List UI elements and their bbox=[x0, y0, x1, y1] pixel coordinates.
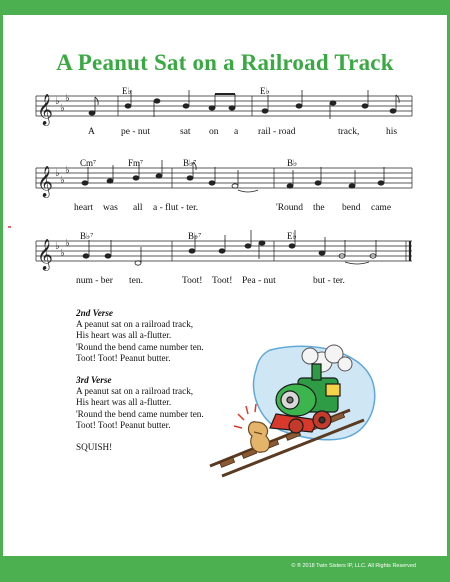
lyric: rail - road bbox=[258, 127, 296, 137]
svg-text:♭: ♭ bbox=[65, 93, 70, 104]
chord: Cm⁷ bbox=[80, 158, 97, 168]
svg-text:♭: ♭ bbox=[60, 103, 65, 114]
verses bbox=[76, 308, 204, 453]
verse-line: A peanut sat on a railroad track, bbox=[76, 386, 194, 397]
chord: B♭⁷ bbox=[188, 231, 202, 241]
lyric: bend bbox=[342, 203, 361, 213]
verse-line: His heart was all a-flutter. bbox=[76, 330, 172, 341]
chord: B♭ bbox=[287, 158, 298, 168]
svg-text:♭: ♭ bbox=[60, 175, 65, 186]
svg-text:♭: ♭ bbox=[55, 168, 60, 179]
lyric: a bbox=[234, 127, 239, 137]
verse-line: 'Round the bend came number ten. bbox=[76, 408, 204, 419]
svg-text:♭: ♭ bbox=[60, 248, 65, 259]
lyric: but - ter. bbox=[313, 276, 345, 286]
lyric: Toot! bbox=[182, 276, 203, 286]
lyric: a - flut - ter. bbox=[153, 203, 199, 213]
peanut-icon bbox=[249, 422, 270, 452]
verse-line: His heart was all a-flutter. bbox=[76, 397, 172, 408]
chord: E♭ bbox=[287, 231, 297, 241]
verse-heading: 2nd Verse bbox=[76, 308, 114, 318]
chord: B♭⁷ bbox=[80, 231, 94, 241]
lyric: came bbox=[371, 203, 392, 213]
lyric: was bbox=[103, 203, 118, 213]
train-illustration bbox=[200, 340, 380, 480]
verse-line: 'Round the bend came number ten. bbox=[76, 341, 204, 352]
treble-clef-icon: 𝄞 bbox=[37, 166, 53, 197]
verse-line: A peanut sat on a railroad track, bbox=[76, 319, 194, 330]
svg-text:♭: ♭ bbox=[65, 238, 70, 249]
bottom-border bbox=[0, 556, 450, 582]
lyric: ten. bbox=[129, 276, 143, 286]
verse-heading: 3rd Verse bbox=[76, 375, 112, 386]
page-title: A Peanut Sat on a Railroad Track bbox=[56, 50, 394, 75]
lyric: on bbox=[209, 127, 219, 137]
lyric: his bbox=[386, 127, 398, 137]
svg-text:♭: ♭ bbox=[55, 96, 60, 107]
lyric: Pea - nut bbox=[242, 276, 276, 286]
lyric: sat bbox=[180, 127, 191, 137]
copyright-notice: © ® 2018 Twin Sisters IP, LLC. All Rights Reserved bbox=[291, 563, 416, 569]
chord: E♭ bbox=[122, 86, 132, 96]
lyric: all bbox=[133, 203, 143, 213]
ending-text: SQUISH! bbox=[76, 442, 113, 453]
chord: Fm⁷ bbox=[128, 158, 144, 168]
lyric: Toot! bbox=[212, 276, 233, 286]
staff-2 bbox=[36, 168, 412, 188]
lyric: 'Round bbox=[276, 203, 304, 213]
lyric: track, bbox=[338, 127, 360, 137]
lyric: A bbox=[88, 127, 95, 137]
treble-clef-icon: 𝄞 bbox=[37, 239, 53, 270]
treble-clef-icon: 𝄞 bbox=[37, 94, 53, 125]
svg-text:♭: ♭ bbox=[55, 241, 60, 252]
lyric: num - ber bbox=[76, 276, 113, 286]
verse-line: Toot! Toot! Peanut butter. bbox=[76, 352, 171, 363]
svg-text:♭: ♭ bbox=[65, 165, 70, 176]
chord: E♭ bbox=[260, 86, 270, 96]
lyric: pe - nut bbox=[121, 127, 151, 137]
verse-line: Toot! Toot! Peanut butter. bbox=[76, 419, 171, 430]
lyric: heart bbox=[74, 203, 93, 213]
lyric: the bbox=[313, 203, 325, 213]
chord: B♭⁷ bbox=[183, 158, 197, 168]
